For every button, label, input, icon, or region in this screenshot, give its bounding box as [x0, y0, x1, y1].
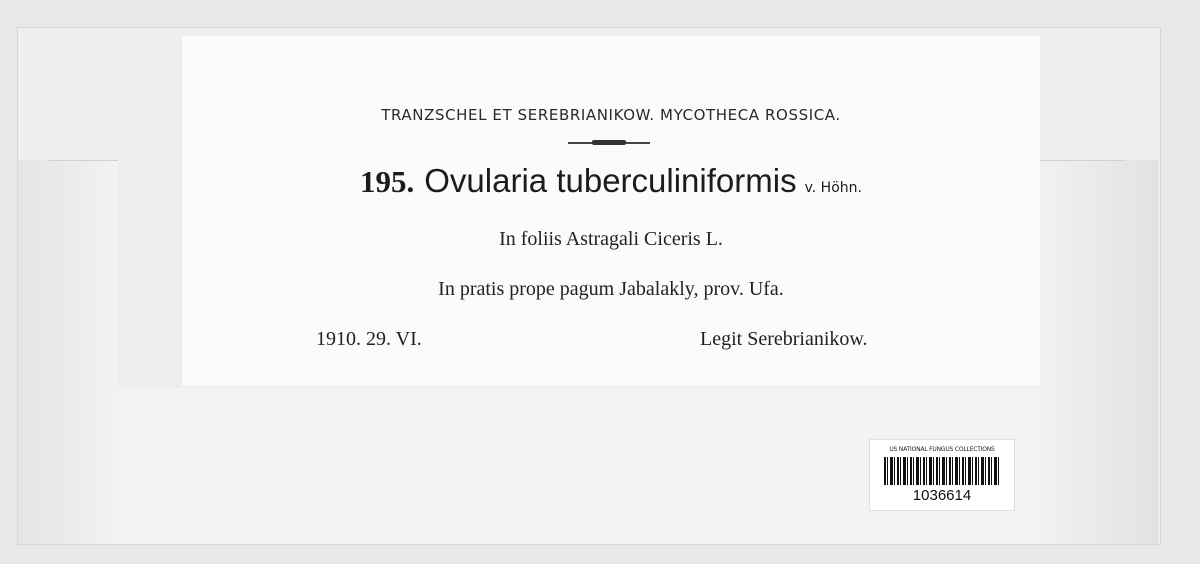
- host-text: In foliis Astragali Ciceris L.: [499, 228, 723, 250]
- fold-line-left: [48, 160, 118, 161]
- species-name: Ovularia tuberculiniformis: [424, 162, 797, 199]
- packet-left-flap: [18, 160, 118, 544]
- barcode-icon: [884, 457, 1000, 485]
- exsiccata-number: 195.: [360, 164, 415, 199]
- specimen-title: [182, 162, 1040, 200]
- locality-text: In pratis prope pagum Jabalakly, prov. Ufa.: [438, 278, 784, 300]
- specimen-label: [182, 36, 1040, 386]
- packet-right-flap: [1040, 160, 1158, 544]
- fold-line-right: [1040, 160, 1126, 161]
- barcode-institution: US NATIONAL FUNGUS COLLECTIONS: [889, 446, 995, 453]
- species-author: v. Höhn.: [804, 180, 862, 196]
- divider-ornament: [592, 140, 626, 145]
- barcode-number: 1036614: [912, 487, 972, 504]
- collection-date: 1910. 29. VI.: [316, 328, 422, 350]
- collector-text: Legit Serebrianikow.: [700, 328, 868, 350]
- series-title: TRANZSCHEL ET SEREBRIANIKOW. MYCOTHECA ROSSICA.: [381, 106, 841, 124]
- barcode-sticker: [870, 440, 1014, 510]
